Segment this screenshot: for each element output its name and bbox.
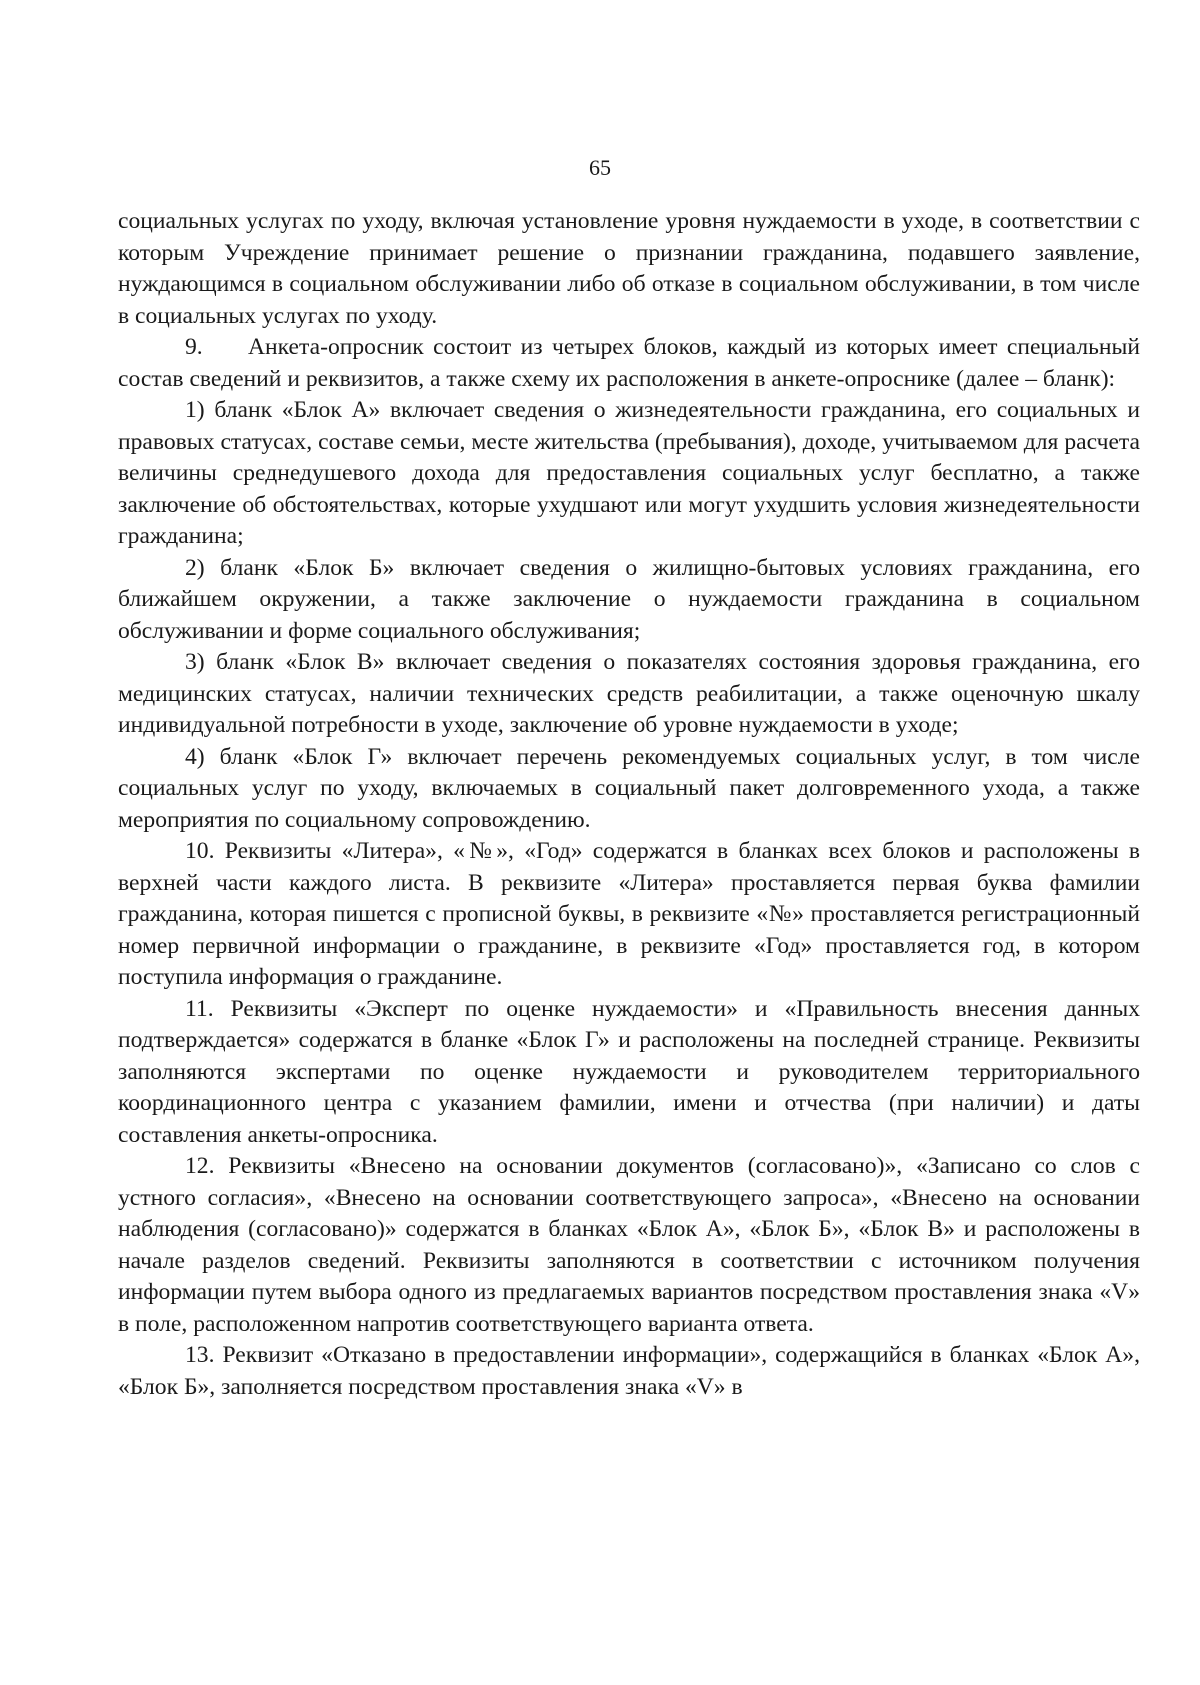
list-item-block-g: 4) бланк «Блок Г» включает перечень рекомендуемых социальных услуг, в том числе социальных услуг по уходу, включаемых в социальный пакет долговременного ухода, а также мероприятия по социальному сопровождению. [118,743,1140,833]
document-body [118,206,1140,1403]
paragraph-11: 11. Реквизиты «Эксперт по оценке нуждаемости» и «Правильность внесения данных подтверждается» содержатся в бланке «Блок Г» и расположены на последней странице. Реквизиты заполняются экспертами по оценке нуждаемости и руководителем территориального координационного центра с указанием фамилии, имени и отчества (при наличии) и даты составления анкеты-опросника. [118,995,1140,1148]
list-item-block-b: 2) бланк «Блок Б» включает сведения о жилищно-бытовых условиях гражданина, его ближайшем окружении, а также заключение о нуждаемости гражданина в социальном обслуживании и форме социального обслуживания; [118,554,1140,644]
paragraph-9-number: 9. [185,334,203,360]
list-item-block-v: 3) бланк «Блок В» включает сведения о показателях состояния здоровья гражданина, его медицинских статусах, наличии технических средств реабилитации, а также оценочную шкалу индивидуальной потребности в уходе, заключение об уровне нуждаемости в уходе; [118,649,1140,738]
paragraph-10: 10. Реквизиты «Литера», «№», «Год» содержатся в бланках всех блоков и расположены в верхней части каждого листа. В реквизите «Литера» проставляется первая буква фамилии гражданина, которая пишется с прописной буквы, в реквизите «№» проставляется регистрационный номер первичной информации о гражданине, в реквизите «Год» проставляется год, в котором поступила информация о гражданине. [118,838,1140,990]
paragraph-9-text: Анкета-опросник состоит из четырех блоков, каждый из которых имеет специальный состав сведений и реквизитов, а также схему их расположения в анкете-опроснике (далее – бланк): [118,334,1140,392]
paragraph-12: 12. Реквизиты «Внесено на основании документов (согласовано)», «Записано со слов с устного согласия», «Внесено на основании соответствующего запроса», «Внесено на основании наблюдения (согласовано)» содержатся в бланках «Блок А», «Блок Б», «Блок В» и расположены в начале разделов сведений. Реквизиты заполняются в соответствии с источником получения информации путем выбора одного из предлагаемых вариантов посредством проставления знака «V» в поле, расположенном напротив соответствующего варианта ответа. [118,1153,1140,1337]
paragraph-9 [118,332,1140,395]
paragraph-continuation: социальных услугах по уходу, включая установление уровня нуждаемости в уходе, в соответствии с которым Учреждение принимает решение о признании гражданина, подавшего заявление, нуждающимся в социальном обслуживании либо об отказе в социальном обслуживании, в том числе в социальных услугах по уходу. [118,208,1140,329]
paragraph-13: 13. Реквизит «Отказано в предоставлении информации», содержащийся в бланках «Блок А», «Блок Б», заполняется посредством проставления знака «V» в [118,1342,1140,1400]
list-item-block-a: 1) бланк «Блок А» включает сведения о жизнедеятельности гражданина, его социальных и правовых статусах, составе семьи, месте жительства (пребывания), доходе, учитываемом для расчета величины среднедушевого дохода для предоставления социальных услуг бесплатно, а также заключение об обстоятельствах, которые ухудшают или могут ухудшить условия жизнедеятельности гражданина; [118,397,1140,549]
page-number: 65 [589,155,611,180]
